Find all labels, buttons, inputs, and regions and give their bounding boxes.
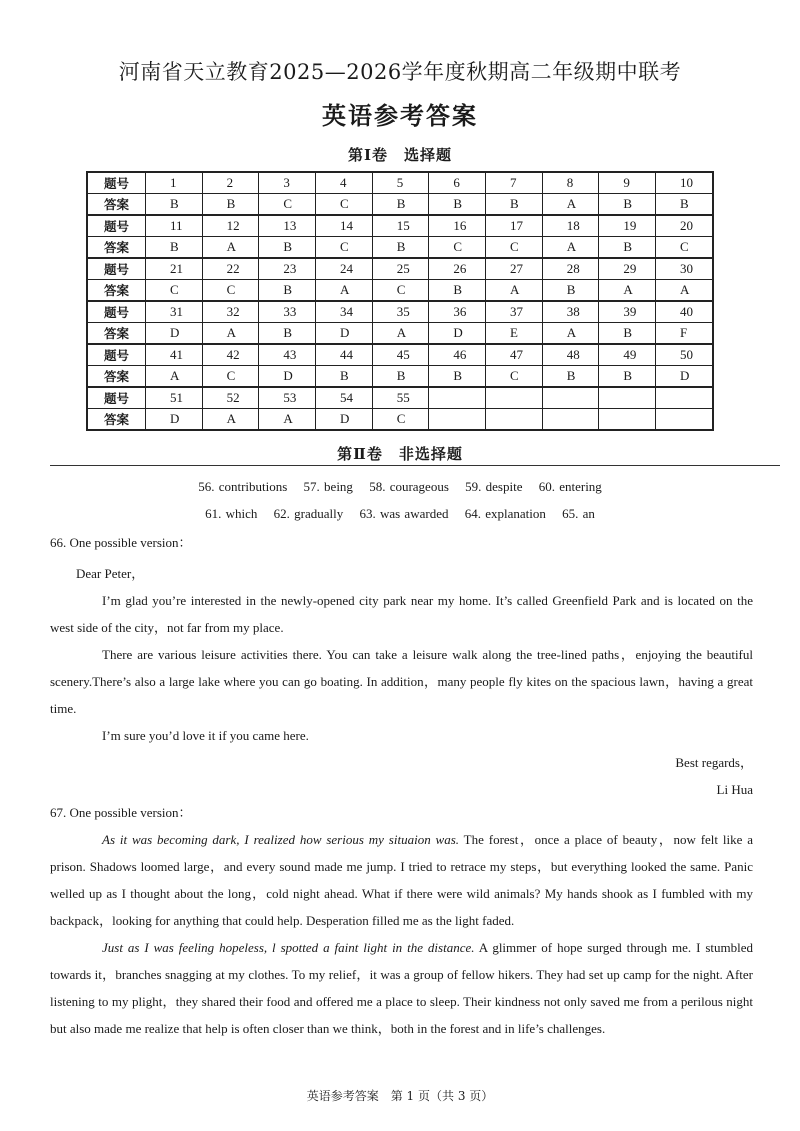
question-number: 11 (146, 215, 203, 237)
question-number: 48 (542, 344, 599, 366)
row-label-question: 题号 (87, 344, 146, 366)
fill-answers-line-1 (0, 479, 800, 495)
question-number: 51 (146, 387, 203, 409)
answer-cell (486, 409, 543, 431)
answer-cell: C (486, 366, 543, 388)
answer-cell: F (656, 323, 713, 345)
row-label-question: 题号 (87, 258, 146, 280)
question-number: 34 (316, 301, 373, 323)
row-label-answer: 答案 (87, 323, 146, 345)
question-row (87, 344, 713, 366)
question-number (599, 387, 656, 409)
row-label-question: 题号 (87, 387, 146, 409)
answer-cell: B (656, 194, 713, 216)
letter-salutation: Dear Peter， (76, 566, 145, 581)
answer-cell: B (146, 194, 203, 216)
question-number: 50 (656, 344, 713, 366)
letter-paragraph: There are various leisure activities there. You can take a leisure walk along the tree-lined paths，enjoying the beautiful scenery.There’s also a large lake where you can go boating. In addition，many people fly kites on the spacious lawn，having a great time. (50, 647, 753, 716)
answer-row (87, 366, 713, 388)
answer-cell (599, 409, 656, 431)
answer-cell: B (202, 194, 259, 216)
question-number: 9 (599, 172, 656, 194)
question-number: 20 (656, 215, 713, 237)
question-number: 5 (372, 172, 429, 194)
question-number: 4 (316, 172, 373, 194)
question-number: 26 (429, 258, 486, 280)
answer-cell: B (372, 237, 429, 259)
row-label-question: 题号 (87, 215, 146, 237)
story-text-2: A glimmer of hope surged through me. I stumbled towards it，branches snagging at my clothes. To my relief，it was a group of fellow hikers. They had set up camp for the night. After listening to my plight，they shared their food and offered me a place to sleep. Their kindness not only saved me from a perilous night but also made me realize that help is often closer than we think，both in the forest and in life’s challenges. (50, 940, 753, 1036)
letter-paragraph: I’m sure you’d love it if you came here. (102, 728, 309, 743)
answer-cell: B (372, 366, 429, 388)
question-number: 45 (372, 344, 429, 366)
answer-cell: B (429, 366, 486, 388)
answer-cell (542, 409, 599, 431)
row-label-answer: 答案 (87, 409, 146, 431)
answer-cell: B (259, 237, 316, 259)
question-row (87, 215, 713, 237)
answer-cell: B (599, 366, 656, 388)
answer-cell: B (542, 366, 599, 388)
question-number: 40 (656, 301, 713, 323)
story-prompt-1: As it was becoming dark, I realized how serious my situaion was. (102, 832, 460, 847)
question-number: 39 (599, 301, 656, 323)
letter-closing: Best regards， (675, 755, 753, 770)
question-number (486, 387, 543, 409)
answer-cell: D (429, 323, 486, 345)
answer-cell (656, 409, 713, 431)
answer-cell: C (202, 280, 259, 302)
fill-answer: 58. courageous (369, 479, 449, 494)
exam-title: 河南省天立教育2025—2026学年度秋期高二年级期中联考 (118, 60, 682, 84)
answer-cell: E (486, 323, 543, 345)
answer-cell: A (202, 323, 259, 345)
row-label-answer: 答案 (87, 280, 146, 302)
question-number: 28 (542, 258, 599, 280)
question-number: 42 (202, 344, 259, 366)
answer-cell (429, 409, 486, 431)
answer-cell: D (146, 323, 203, 345)
question-number: 25 (372, 258, 429, 280)
fill-answer: 62. gradually (273, 506, 344, 521)
question-number: 16 (429, 215, 486, 237)
row-label-answer: 答案 (87, 194, 146, 216)
question-66-letter (50, 560, 753, 803)
answer-cell: B (486, 194, 543, 216)
question-number: 30 (656, 258, 713, 280)
story-paragraph-1 (50, 826, 753, 934)
question-number: 32 (202, 301, 259, 323)
answer-row (87, 323, 713, 345)
question-number: 53 (259, 387, 316, 409)
question-number (429, 387, 486, 409)
answer-cell: B (146, 237, 203, 259)
question-number: 49 (599, 344, 656, 366)
fill-answer: 63. was awarded (359, 506, 449, 521)
question-number: 54 (316, 387, 373, 409)
question-number (656, 387, 713, 409)
question-66-label: 66. One possible version： (50, 535, 192, 550)
question-number (542, 387, 599, 409)
question-row (87, 258, 713, 280)
answer-cell: A (599, 280, 656, 302)
question-number: 13 (259, 215, 316, 237)
question-number: 24 (316, 258, 373, 280)
answer-cell: C (372, 409, 429, 431)
answer-cell: D (316, 323, 373, 345)
fill-answers-line-2 (0, 506, 800, 522)
answer-cell: C (372, 280, 429, 302)
answer-cell: C (316, 237, 373, 259)
answer-cell: A (202, 409, 259, 431)
question-number: 3 (259, 172, 316, 194)
fill-answer: 59. despite (465, 479, 523, 494)
question-number: 22 (202, 258, 259, 280)
answer-cell: A (656, 280, 713, 302)
document-title: 英语参考答案 (322, 101, 478, 130)
answer-cell: B (542, 280, 599, 302)
answer-cell: A (259, 409, 316, 431)
answer-cell: C (486, 237, 543, 259)
question-number: 19 (599, 215, 656, 237)
answer-row (87, 409, 713, 431)
answer-cell: C (429, 237, 486, 259)
question-number: 38 (542, 301, 599, 323)
fill-answer: 60. entering (538, 479, 602, 494)
question-number: 29 (599, 258, 656, 280)
section-1-title: 第Ⅰ卷 选择题 (347, 146, 453, 164)
question-number: 7 (486, 172, 543, 194)
answer-cell: C (259, 194, 316, 216)
answer-row (87, 194, 713, 216)
question-number: 21 (146, 258, 203, 280)
answer-cell: B (259, 280, 316, 302)
question-number: 55 (372, 387, 429, 409)
section-2-title: 第Ⅱ卷 非选择题 (337, 445, 463, 463)
answer-row (87, 280, 713, 302)
answer-cell: B (429, 280, 486, 302)
question-number: 47 (486, 344, 543, 366)
answer-cell: B (599, 323, 656, 345)
question-number: 37 (486, 301, 543, 323)
answer-cell: C (656, 237, 713, 259)
answer-cell: A (202, 237, 259, 259)
answer-cell: B (316, 366, 373, 388)
question-row (87, 387, 713, 409)
question-number: 27 (486, 258, 543, 280)
question-number: 36 (429, 301, 486, 323)
question-number: 46 (429, 344, 486, 366)
question-row (87, 172, 713, 194)
answer-cell: A (542, 237, 599, 259)
answer-cell: B (599, 194, 656, 216)
answer-cell: A (372, 323, 429, 345)
answer-cell: A (486, 280, 543, 302)
question-number: 18 (542, 215, 599, 237)
answer-cell: B (259, 323, 316, 345)
answer-cell: A (542, 323, 599, 345)
story-paragraph-2 (50, 934, 753, 1042)
row-label-question: 题号 (87, 172, 146, 194)
question-number: 10 (656, 172, 713, 194)
answer-cell: B (429, 194, 486, 216)
question-number: 12 (202, 215, 259, 237)
row-label-answer: 答案 (87, 237, 146, 259)
question-number: 52 (202, 387, 259, 409)
page-footer: 英语参考答案 第 1 页（共 3 页） (306, 1089, 494, 1103)
fill-answer: 61. which (205, 506, 258, 521)
row-label-question: 题号 (87, 301, 146, 323)
letter-paragraph: I’m glad you’re interested in the newly-opened city park near my home. It’s called Greenfield Park and is located on the west side of the city，not far from my place. (50, 593, 753, 635)
question-number: 43 (259, 344, 316, 366)
question-number: 8 (542, 172, 599, 194)
fill-answer: 65. an (562, 506, 595, 521)
answer-cell: C (316, 194, 373, 216)
question-number: 1 (146, 172, 203, 194)
question-67-label: 67. One possible version： (50, 805, 192, 820)
answer-row (87, 237, 713, 259)
question-number: 15 (372, 215, 429, 237)
answer-cell: D (259, 366, 316, 388)
question-number: 2 (202, 172, 259, 194)
question-number: 41 (146, 344, 203, 366)
question-number: 6 (429, 172, 486, 194)
answer-cell: A (146, 366, 203, 388)
fill-answer: 56. contributions (198, 479, 288, 494)
question-number: 14 (316, 215, 373, 237)
answer-table (86, 171, 714, 431)
answer-cell: C (146, 280, 203, 302)
answer-cell: C (202, 366, 259, 388)
row-label-answer: 答案 (87, 366, 146, 388)
story-prompt-2: Just as I was feeling hopeless, l spotted a faint light in the distance. (102, 940, 475, 955)
question-number: 31 (146, 301, 203, 323)
answer-cell: D (656, 366, 713, 388)
answer-cell: A (542, 194, 599, 216)
story-text-1: The forest，once a place of beauty，now felt like a prison. Shadows loomed large，and every sound made me jump. I tried to retrace my steps，but everything looked the same. Panic welled up as I thought about the long，cold night ahead. What if there were wild animals? My hands shook as I fumbled with my backpack，looking for anything that could help. Desperation filled me as the light faded. (50, 832, 753, 928)
section-divider (50, 465, 780, 466)
question-number: 33 (259, 301, 316, 323)
answer-cell: B (599, 237, 656, 259)
question-number: 35 (372, 301, 429, 323)
fill-answer: 57. being (303, 479, 353, 494)
answer-cell: D (146, 409, 203, 431)
question-number: 23 (259, 258, 316, 280)
question-67-story (50, 826, 753, 1042)
question-number: 17 (486, 215, 543, 237)
answer-cell: B (372, 194, 429, 216)
letter-signature: Li Hua (716, 782, 753, 797)
answer-cell: A (316, 280, 373, 302)
fill-answer: 64. explanation (464, 506, 546, 521)
question-number: 44 (316, 344, 373, 366)
answer-cell: D (316, 409, 373, 431)
question-row (87, 301, 713, 323)
